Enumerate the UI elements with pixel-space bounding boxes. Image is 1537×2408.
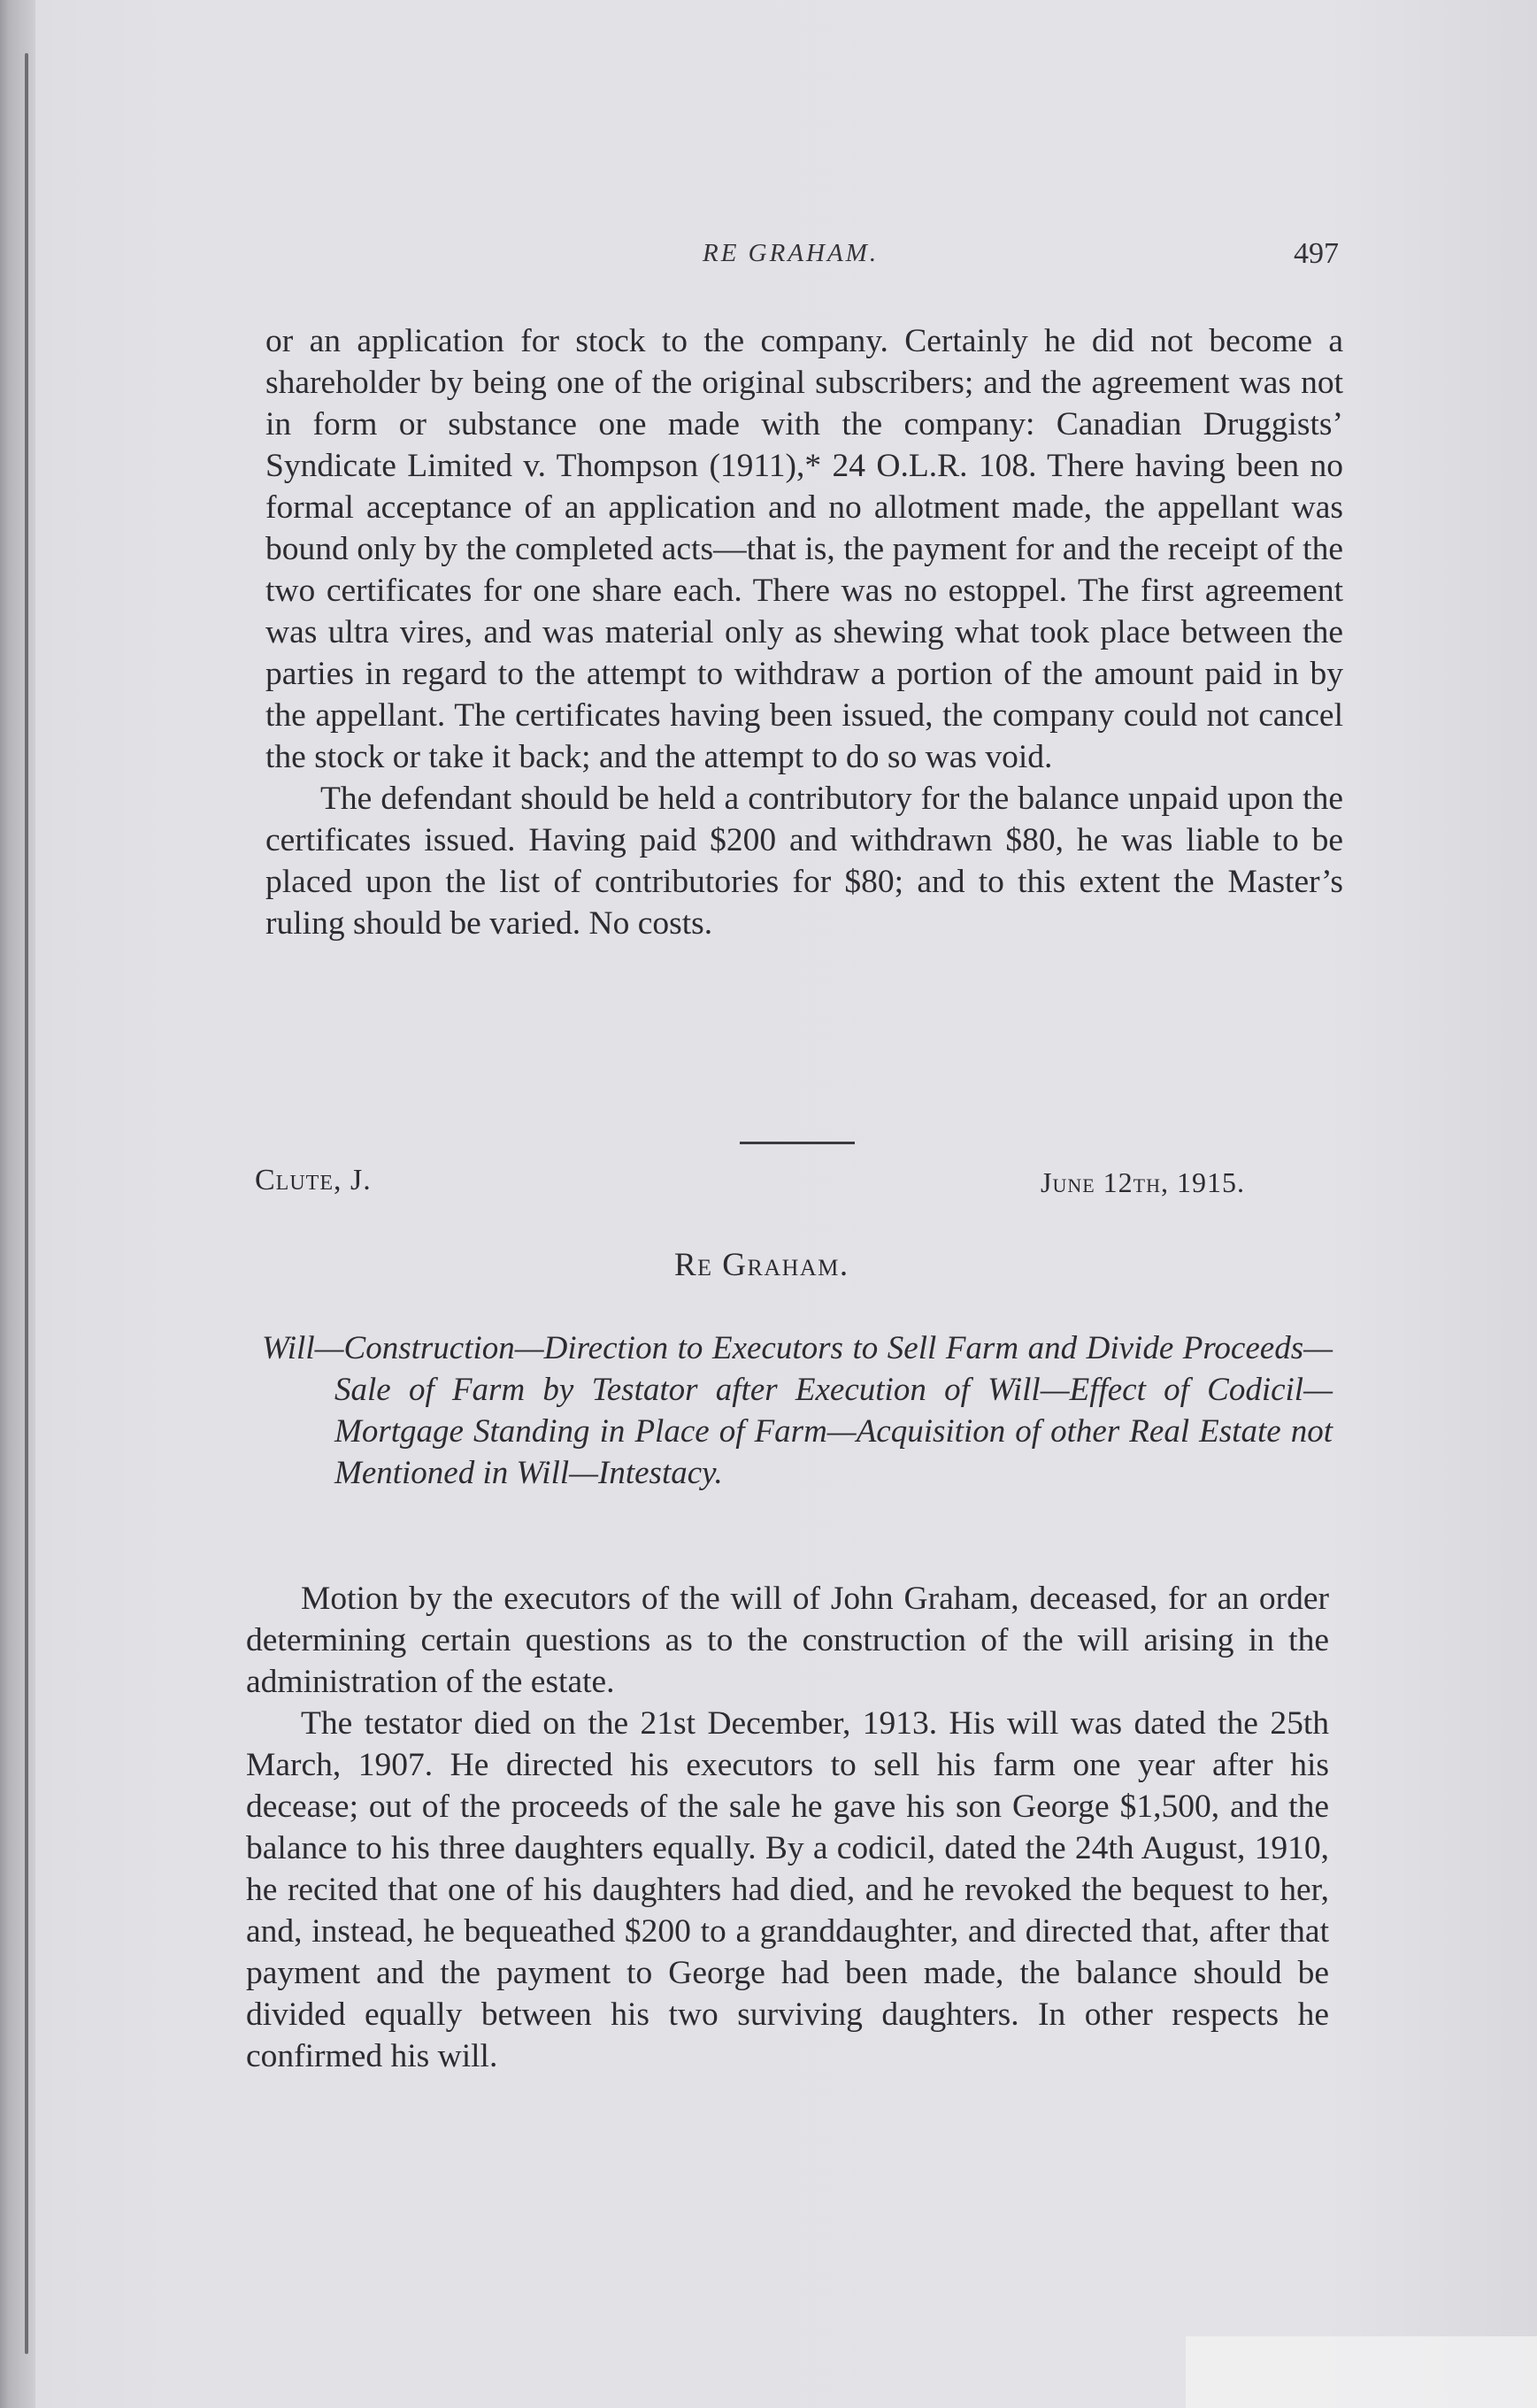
paragraph: or an application for stock to the company. Certainly he did not become a shareholder by being one of the original subscribers; and the agreement was not in form or substance one made with the company: Canadian Druggists’ Syndicate Limited v. Thompson (1911),* 24 O.L.R. 108. There having been no formal acceptance of an application and no allotment made, the appellant was bound only by the completed acts—that is, the payment for and the receipt of the two certificates for one share each. There was no estoppel. The first agreement was ultra vires, and was material only as shewing what took place between the parties in regard to the attempt to withdraw a portion of the amount paid in by the appellant. The certificates having been issued, the company could not cancel the stock or take it back; and the attempt to do so was void. — [265, 323, 1343, 775]
judge-name: Clute, J. — [255, 1164, 372, 1196]
judgment-date: June 12th, 1915. — [1041, 1166, 1245, 1198]
running-head: RE GRAHAM. — [703, 239, 880, 267]
binding-edge — [25, 53, 28, 2354]
opinion-continuation — [265, 320, 1343, 944]
case-title: Re Graham. — [674, 1247, 849, 1283]
section-divider — [740, 1142, 855, 1144]
paragraph: The defendant should be held a contributory for the balance unpaid upon the certificates issued. Having paid $200 and withdrawn $80, he was liable to be placed upon the list of contributories for $80; and to this extent the Master’s ruling should be varied. No costs. — [265, 781, 1343, 942]
binding-shadow — [0, 0, 35, 2408]
paper-stain — [1186, 2336, 1537, 2408]
paragraph: Motion by the executors of the will of John Graham, deceased, for an order determining certain questions as to the construction of the will arising in the administration of the estate. — [246, 1581, 1329, 1700]
page-number: 497 — [1294, 237, 1339, 270]
headnote: Will—Construction—Direction to Executors to Sell Farm and Divide Proceeds—Sale of Farm by Testator after Execution of Will—Effect of Codicil—Mortgage Standing in Place of Farm—Acquisition of other Real Estate not Mentioned in Will—Intestacy. — [262, 1330, 1333, 1491]
paragraph: The testator died on the 21st December, 1913. His will was dated the 25th March, 1907. He directed his executors to sell his farm one year after his decease; out of the proceeds of the sale he gave his son George $1,500, and the balance to his three daughters equally. By a codicil, dated the 24th August, 1910, he recited that one of his daughters had died, and he revoked the bequest to her, and, instead, he bequeathed $200 to a granddaughter, and directed that, after that payment and the payment to George had been made, the balance should be divided equally between his two surviving daughters. In other respects he confirmed his will. — [246, 1705, 1329, 2074]
case-body — [246, 1578, 1329, 2077]
